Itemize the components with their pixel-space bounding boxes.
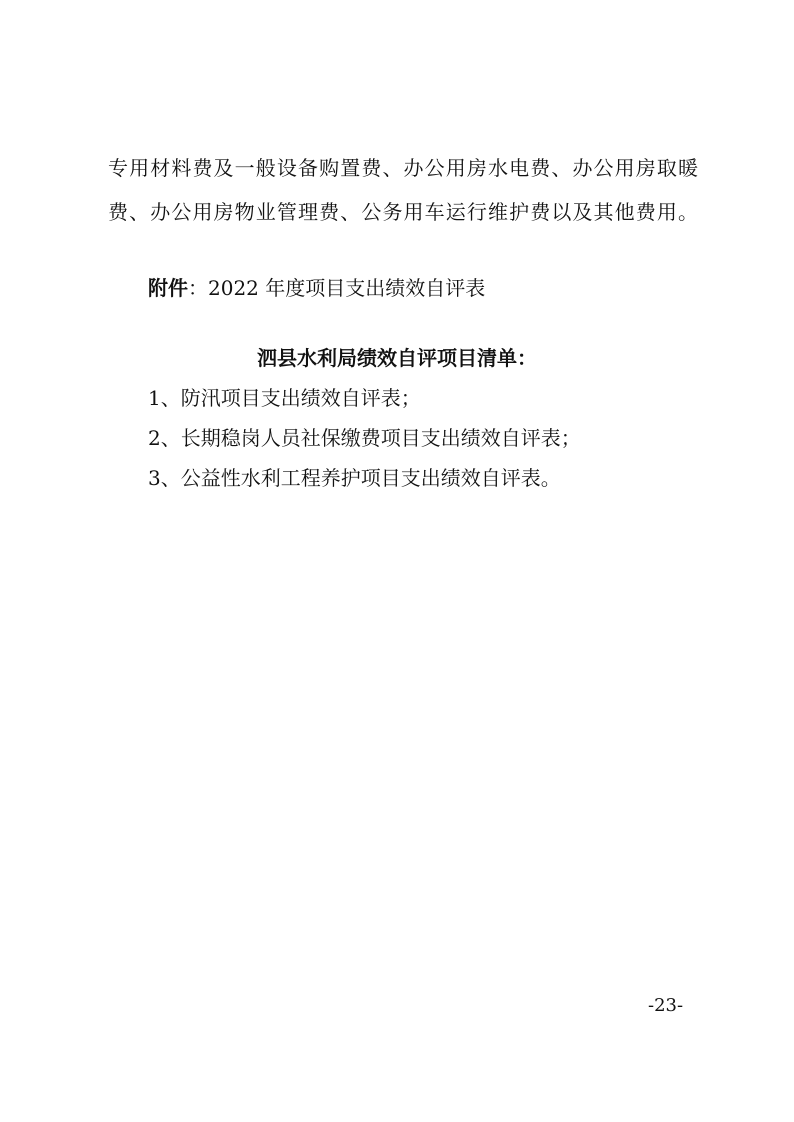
- list-title: 泗县水利局绩效自评项目清单：: [257, 346, 537, 370]
- list-item: 2、长期稳岗人员社保缴费项目支出绩效自评表；: [148, 426, 581, 450]
- page-number: -23-: [648, 995, 684, 1016]
- body-text-line: 费、办公用房物业管理费、公务用车运行维护费以及其他费用。: [108, 200, 698, 224]
- body-text-line: 专用材料费及一般设备购置费、办公用房水电费、办公用房取暖: [108, 156, 698, 180]
- list-item: 3、公益性水利工程养护项目支出绩效自评表。: [148, 466, 561, 490]
- attachment-colon: ：: [188, 276, 208, 300]
- project-list: [148, 384, 581, 504]
- attachment-note: [148, 274, 485, 302]
- attachment-label: 附件: [148, 276, 188, 300]
- attachment-text: 2022 年度项目支出绩效自评表: [208, 276, 486, 300]
- list-item: 1、防汛项目支出绩效自评表；: [148, 386, 421, 410]
